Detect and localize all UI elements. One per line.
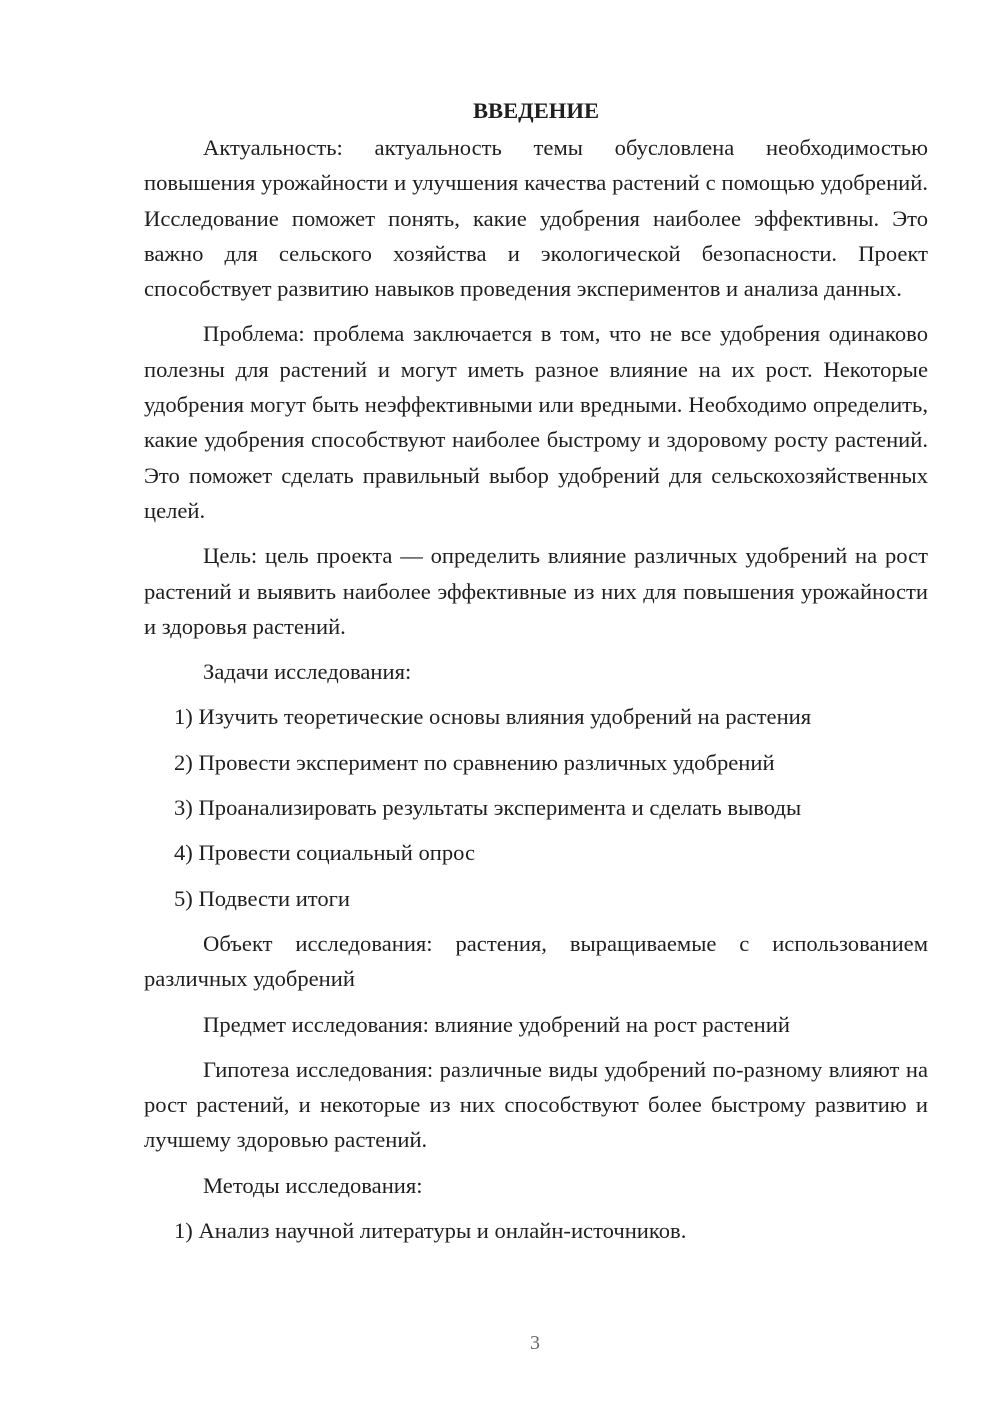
hypothesis-paragraph: Гипотеза исследования: различные виды удобрений по-разному влияют на рост растений, и некоторые из них способствуют более быстрому развитию и лучшему здоровью растений. [144, 1056, 928, 1153]
list-item: 5) Подвести итоги [174, 885, 351, 911]
page-content [144, 92, 928, 1248]
methods-title: Методы исследования: [203, 1172, 423, 1198]
page-number: 3 [530, 1332, 540, 1354]
list-item: 4) Провести социальный опрос [174, 840, 476, 866]
tasks-title: Задачи исследования: [203, 659, 412, 685]
section-heading: ВВЕДЕНИЕ [472, 98, 600, 123]
relevance-paragraph: Актуальность: актуальность темы обусловлена необходимостью повышения урожайности и улучшения качества растений с помощью удобрений. Исследование поможет понять, какие удобрения наиболее эффективны. Это важно для сельского хозяйства и экологической безопасности. Проект способствует развитию навыков проведения экспериментов и анализа данных. [144, 135, 928, 302]
list-item: 3) Проанализировать результаты эксперимента и сделать выводы [174, 795, 802, 821]
goal-paragraph: Цель: цель проекта — определить влияние различных удобрений на рост растений и выявить наиболее эффективные из них для повышения урожайности и здоровья растений. [144, 543, 928, 639]
list-item: 2) Провести эксперимент по сравнению различных удобрений [174, 749, 775, 775]
subject-paragraph: Предмет исследования: влияние удобрений на рост растений [203, 1011, 790, 1037]
list-item: 1) Анализ научной литературы и онлайн-источников. [174, 1218, 687, 1244]
list-item: 1) Изучить теоретические основы влияния удобрений на растения [174, 704, 812, 730]
problem-paragraph: Проблема: проблема заключается в том, что не все удобрения одинаково полезны для растений и могут иметь разное влияние на их рост. Некоторые удобрения могут быть неэффективными или вредными. Необходимо определить, какие удобрения способствуют наиболее быстрому и здоровому росту растений. Это поможет сделать правильный выбор удобрений для сельскохозяйственных целей. [144, 321, 928, 523]
object-paragraph: Объект исследования: растения, выращиваемые с использованием различных удобрений [144, 930, 928, 992]
